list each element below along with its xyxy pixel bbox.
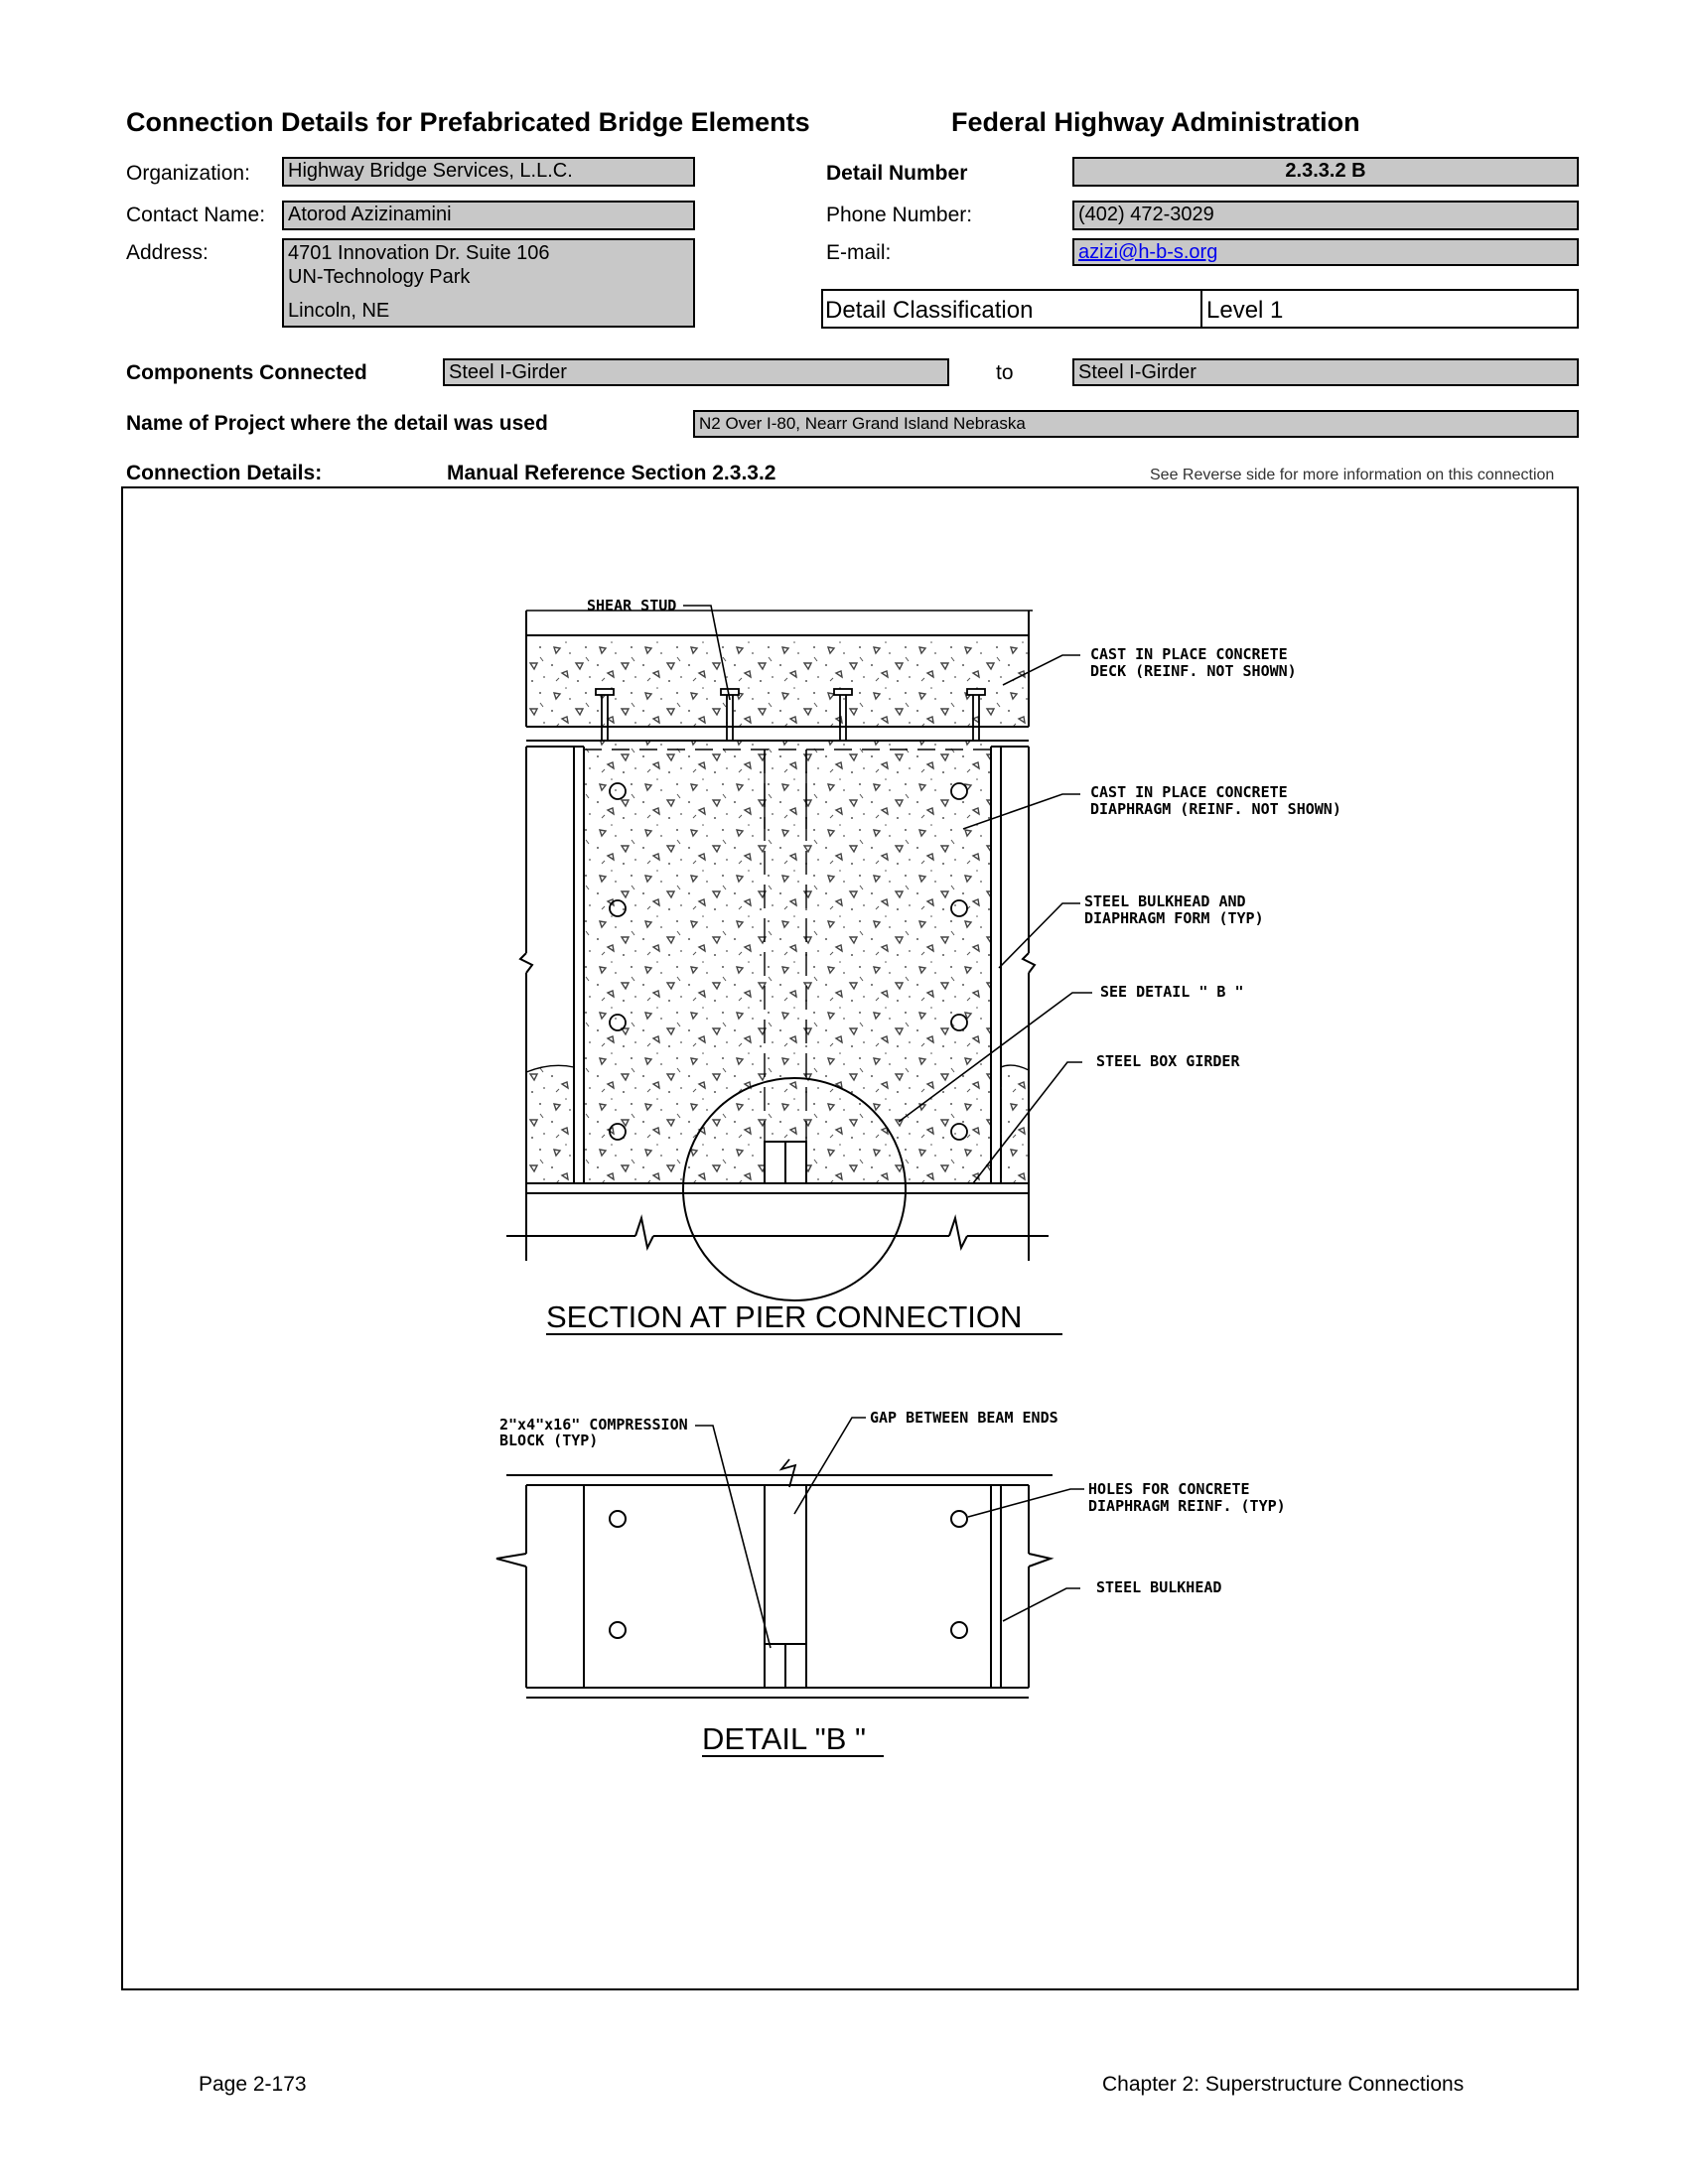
phone-field: (402) 472-3029 [1072, 201, 1579, 230]
classification-label: Detail Classification [825, 297, 1034, 324]
label-diaphragm-2: DIAPHRAGM (REINF. NOT SHOWN) [1090, 800, 1341, 818]
label-deck-2: DECK (REINF. NOT SHOWN) [1090, 662, 1297, 680]
label-diaphragm-1: CAST IN PLACE CONCRETE [1090, 783, 1288, 801]
detail-title: DETAIL "B " [702, 1721, 866, 1756]
organization-label: Organization: [126, 162, 250, 185]
label-holes-1: HOLES FOR CONCRETE [1088, 1480, 1250, 1498]
label-bulkhead-1: STEEL BULKHEAD AND [1084, 892, 1246, 910]
organization-field: Highway Bridge Services, L.L.C. [282, 157, 695, 187]
address-line-3: Lincoln, NE [288, 300, 390, 322]
detail-number-field: 2.3.3.2 B [1072, 157, 1579, 187]
to-label: to [996, 361, 1014, 384]
label-holes-2: DIAPHRAGM REINF. (TYP) [1088, 1497, 1286, 1515]
project-field: N2 Over I-80, Nearr Grand Island Nebraska [693, 410, 1579, 438]
label-compression-2: BLOCK (TYP) [499, 1432, 599, 1449]
contact-field: Atorod Azizinamini [282, 201, 695, 230]
connection-details-label: Connection Details: [126, 462, 323, 484]
address-label: Address: [126, 241, 209, 264]
address-line-2: UN-Technology Park [288, 266, 471, 288]
label-bulkhead-2: DIAPHRAGM FORM (TYP) [1084, 909, 1264, 927]
label-deck-1: CAST IN PLACE CONCRETE [1090, 645, 1288, 663]
label-steel-bulkhead: STEEL BULKHEAD [1096, 1578, 1222, 1596]
email-link[interactable]: azizi@h-b-s.org [1078, 241, 1218, 263]
project-label: Name of Project where the detail was used [126, 412, 548, 435]
label-box-girder: STEEL BOX GIRDER [1096, 1052, 1240, 1070]
section-title: SECTION AT PIER CONNECTION [546, 1299, 1023, 1334]
label-see-detail: SEE DETAIL " B " [1100, 983, 1244, 1001]
detail-labels [499, 1409, 1286, 1596]
components-label: Components Connected [126, 361, 367, 384]
agency-title: Federal Highway Administration [951, 107, 1360, 137]
form-title: Connection Details for Prefabricated Bridge Elements [126, 107, 810, 137]
page-number: Page 2-173 [199, 2073, 307, 2096]
component-a-field: Steel I-Girder [443, 358, 949, 386]
classification-value: Level 1 [1206, 297, 1284, 324]
label-shear-stud: SHEAR STUD [587, 597, 677, 614]
contact-label: Contact Name: [126, 204, 266, 226]
detail-number-label: Detail Number [826, 162, 968, 185]
label-gap: GAP BETWEEN BEAM ENDS [870, 1409, 1058, 1427]
component-b-field: Steel I-Girder [1072, 358, 1579, 386]
section-at-pier [506, 606, 1092, 1300]
email-label: E-mail: [826, 241, 892, 264]
address-line-1: 4701 Innovation Dr. Suite 106 [288, 242, 550, 264]
detail-b [496, 1418, 1084, 1698]
manual-reference: Manual Reference Section 2.3.3.2 [447, 462, 776, 484]
chapter-label: Chapter 2: Superstructure Connections [1102, 2073, 1465, 2096]
label-compression-1: 2"x4"x16" COMPRESSION [499, 1416, 688, 1433]
reverse-note: See Reverse side for more information on this connection [1150, 467, 1555, 483]
phone-label: Phone Number: [826, 204, 973, 226]
